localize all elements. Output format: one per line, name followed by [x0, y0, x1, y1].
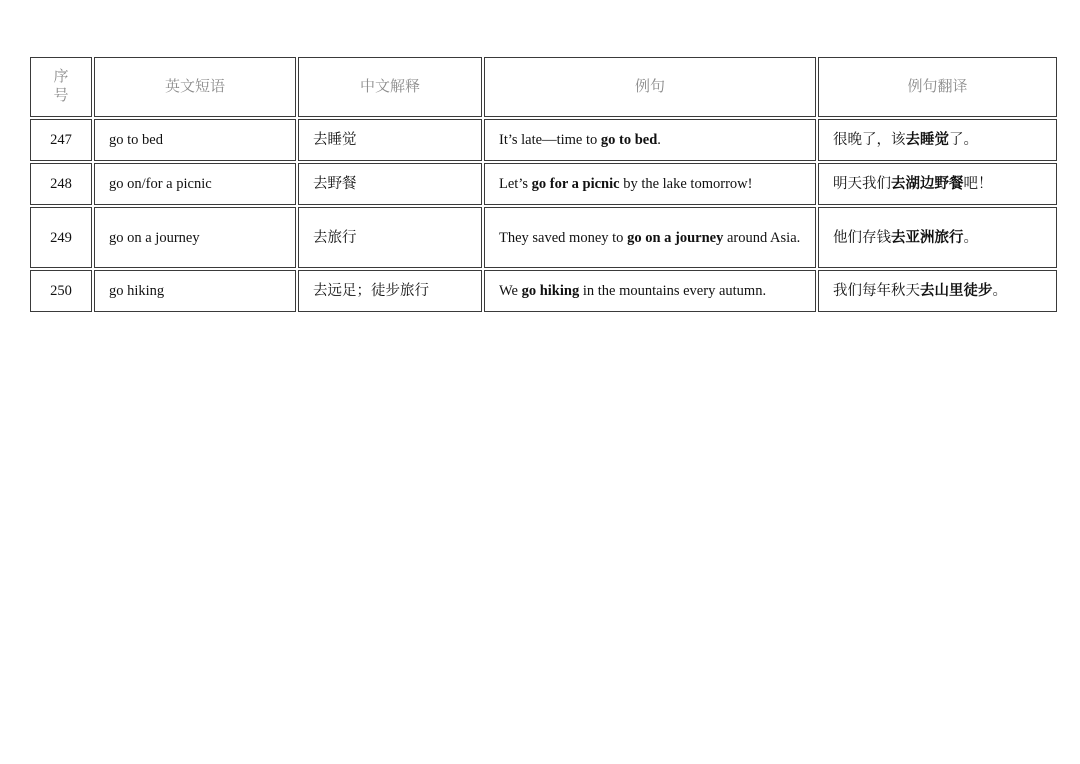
row-example: [484, 270, 816, 312]
header-row: [30, 57, 1057, 117]
example-text: It’s late—time to: [499, 132, 601, 148]
row-translation: [818, 270, 1057, 312]
example-text: They saved money to: [499, 229, 628, 246]
translation-text-end: 。: [992, 283, 1007, 299]
header-number: [30, 57, 92, 117]
phrase-table: [28, 55, 1059, 314]
row-example: [484, 207, 816, 268]
translation-text: 很晚了，该: [833, 132, 906, 148]
row-number: 249: [30, 207, 92, 268]
row-meaning: 去睡觉: [298, 119, 482, 161]
header-number-line1: 序: [53, 69, 69, 85]
header-meaning: 中文解释: [298, 57, 482, 117]
header-phrase: 英文短语: [94, 57, 296, 117]
translation-text-end: 。: [963, 229, 978, 246]
table-row: [30, 119, 1057, 161]
row-example: [484, 119, 816, 161]
header-translation: 例句翻译: [818, 57, 1057, 117]
vocabulary-sheet: [30, 57, 1051, 312]
table-row: [30, 163, 1057, 205]
row-phrase: go on/for a picnic: [94, 163, 296, 205]
row-meaning: 去野餐: [298, 163, 482, 205]
row-example: [484, 163, 816, 205]
row-phrase: go on a journey: [94, 207, 296, 268]
example-phrase-bold: go hiking: [521, 283, 580, 299]
example-phrase-bold: go to bed: [600, 132, 658, 148]
translation-text-end: 吧！: [963, 176, 993, 192]
example-phrase-bold: go on a journey: [627, 229, 724, 246]
example-text: We: [499, 283, 522, 299]
example-phrase-bold: go for a picnic: [531, 176, 620, 192]
translation-phrase-bold: 去湖边野餐: [891, 176, 964, 192]
header-number-line2: 号: [53, 88, 69, 104]
example-text-end: by the lake tomorrow!: [619, 176, 753, 192]
row-translation: [818, 119, 1057, 161]
translation-text: 他们存钱: [833, 229, 891, 246]
translation-text: 明天我们: [833, 176, 891, 192]
table-row: [30, 207, 1057, 268]
row-number: 248: [30, 163, 92, 205]
translation-phrase-bold: 去山里徒步: [920, 283, 993, 299]
example-text-end: around Asia.: [723, 229, 801, 246]
row-phrase: go hiking: [94, 270, 296, 312]
translation-text: 我们每年秋天: [833, 283, 920, 299]
row-phrase: go to bed: [94, 119, 296, 161]
row-meaning: 去远足；徒步旅行: [298, 270, 482, 312]
row-meaning: 去旅行: [298, 207, 482, 268]
row-number: 247: [30, 119, 92, 161]
example-text: Let’s: [499, 176, 532, 192]
header-example: 例句: [484, 57, 816, 117]
table-row: [30, 270, 1057, 312]
example-text-end: .: [657, 132, 661, 148]
row-translation: [818, 163, 1057, 205]
translation-text-end: 了。: [949, 132, 978, 148]
example-text-end: in the mountains every autumn.: [579, 283, 767, 299]
row-number: 250: [30, 270, 92, 312]
translation-phrase-bold: 去睡觉: [905, 132, 949, 148]
row-translation: [818, 207, 1057, 268]
translation-phrase-bold: 去亚洲旅行: [891, 229, 964, 246]
